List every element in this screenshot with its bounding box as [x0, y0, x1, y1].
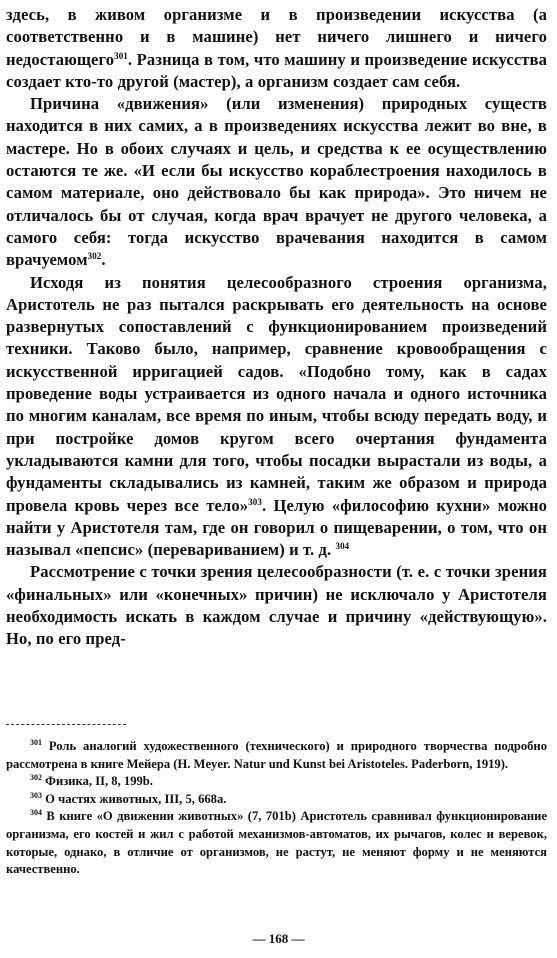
paragraph-1-text-a: здесь, в живом организме и в произведении искусства (а соответственно и в машине) нет ничего лишнего и ничего недостающего	[6, 5, 547, 69]
main-text	[6, 4, 547, 651]
footnote-number: 304	[30, 808, 42, 818]
footnote-ref-304[interactable]: 304	[335, 541, 350, 552]
footnote-divider	[6, 724, 126, 725]
footnote-text: О частях животных, III, 5, 668a.	[45, 791, 227, 806]
paragraph-2-text-b: .	[101, 250, 106, 270]
paragraph-1-text-b: . Разница в том, что машину и произведение искусства создает кто-то другой (мастер), а организм создает сам себя.	[6, 49, 547, 91]
footnote-301	[6, 738, 547, 773]
footnote-ref-302[interactable]: 302	[87, 251, 102, 262]
paragraph-3-text-b: . Целую «философию кухни» можно найти у Аристотеля там, где он говорил о пищеварении, о том, что он называл «пепсис» (перевариванием) и т. д.	[6, 495, 547, 560]
footnote-ref-303[interactable]: 303	[248, 496, 262, 507]
footnote-number: 302	[30, 773, 42, 783]
footnote-number: 301	[30, 738, 42, 747]
footnote-302	[6, 773, 547, 791]
footnote-text: Роль аналогий художественного (технического) и природного творчества подробно рассмотрена в книге Мейера (H. Meyer. Natur und Kunst bei Aristoteles. Paderborn, 1919).	[6, 739, 547, 771]
footnote-303	[6, 791, 547, 809]
footnote-text: В книге «О движении животных» (7, 701b) Аристотель сравнивал функционирование организма, его костей и жил с работой механизмов-автоматов, их рычагов, колес и веревок, которые, однако, в отличие от организмов, не растут, не меняют форму и не меняются качественно.	[6, 809, 547, 877]
footnote-304	[6, 808, 547, 878]
footnote-text: Физика, II, 8, 199b.	[45, 774, 153, 789]
page-number: — 168 —	[252, 931, 305, 946]
paragraph-4	[6, 561, 547, 650]
footnote-ref-301[interactable]: 301	[114, 50, 128, 61]
paragraph-4-text: Рассмотрение с точки зрения целесообразности (т. е. с точки зрения «финальных» или «конечных» причин) не исключало у Аристотеля необходимость искать в каждом случае и причину «действующую». Но, по его пред-	[6, 562, 547, 649]
paragraph-2-text-a: Причина «движения» (или изменения) природных существ находится в них самих, а в произведениях искусства лежит во вне, в мастере. Но в обоих случаях и цель, и средства к ее осуществлению остаются те же. «И если бы искусство кораблестроения находилось в самом материале, оно действовало бы как природа». Это ничем не отличалось бы от случая, когда врач врачует не другого человека, а самого себя: тогда искусство врачевания находится в самом врачуемом	[6, 94, 547, 270]
paragraph-1	[6, 4, 547, 93]
paragraph-2	[6, 93, 547, 271]
footnote-number: 303	[30, 790, 42, 800]
paragraph-3	[6, 272, 547, 562]
paragraph-3-text-a: Исходя из понятия целесообразного строения организма, Аристотель не раз пытался раскрывать его деятельность на основе развернутых сопоставлений с функционированием произведений техники. Таково было, например, сравнение кровообращения с искусственной ирригацией садов. «Подобно тому, как в садах проведение воды устраивается из одного начала и одного источника по многим каналам, все время по иным, чтобы всюду передать воду, и при постройке домов кругом всего очертания фундамента укладываются камни для того, чтобы посадки вырастали из воды, а фундаменты складывались из камней, таким же образом и природа провела кровь через все тело»	[6, 272, 547, 515]
footnotes	[6, 738, 547, 879]
